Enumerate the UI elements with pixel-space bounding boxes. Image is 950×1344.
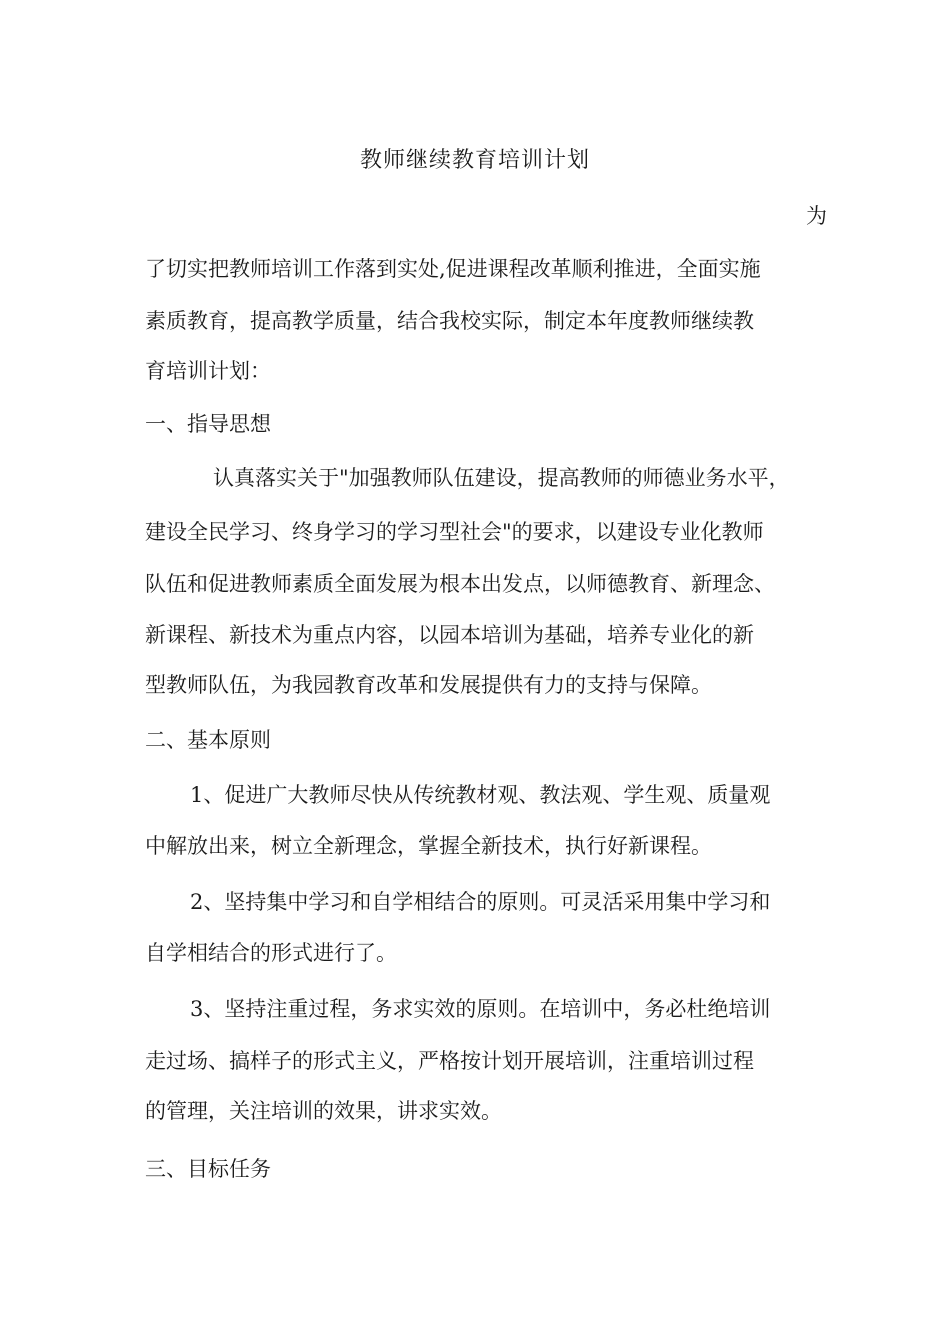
section1-line-3: 队伍和促进教师素质全面发展为根本出发点，以师德教育、新理念、 (145, 572, 775, 596)
intro-line-0: 为 (806, 204, 827, 228)
section1-line-2: 建设全民学习、终身学习的学习型社会"的要求，以建设专业化教师 (145, 520, 764, 544)
section-heading-basic-principles: 二、基本原则 (145, 728, 271, 752)
intro-line-3: 育培训计划： (145, 359, 271, 383)
section1-line-1: 认真落实关于"加强教师队伍建设，提高教师的师德业务水平， (213, 466, 790, 490)
principle-2-line-2: 自学相结合的形式进行了。 (145, 941, 397, 965)
principle-3-line-1: 3、坚持注重过程，务求实效的原则。在培训中，务必杜绝培训 (190, 997, 771, 1021)
principle-3-line-2: 走过场、搞样子的形式主义，严格按计划开展培训，注重培训过程 (145, 1049, 754, 1073)
principle-3-line-3: 的管理，关注培训的效果，讲求实效。 (145, 1099, 502, 1123)
document-title: 教师继续教育培训计划 (359, 148, 590, 173)
intro-line-2: 素质教育，提高教学质量，结合我校实际，制定本年度教师继续教 (145, 309, 754, 333)
principle-2-line-1: 2、坚持集中学习和自学相结合的原则。可灵活采用集中学习和 (190, 890, 771, 914)
principle-1-line-2: 中解放出来，树立全新理念，掌握全新技术，执行好新课程。 (145, 834, 712, 858)
section-heading-guiding-thought: 一、指导思想 (145, 412, 271, 436)
section1-line-5: 型教师队伍，为我园教育改革和发展提供有力的支持与保障。 (145, 673, 712, 697)
intro-line-1: 了切实把教师培训工作落到实处,促进课程改革顺利推进，全面实施 (145, 257, 761, 281)
section-heading-goals-tasks: 三、目标任务 (145, 1157, 271, 1181)
principle-1-line-1: 1、促进广大教师尽快从传统教材观、教法观、学生观、质量观 (190, 783, 771, 807)
section1-line-4: 新课程、新技术为重点内容，以园本培训为基础，培养专业化的新 (145, 623, 754, 647)
